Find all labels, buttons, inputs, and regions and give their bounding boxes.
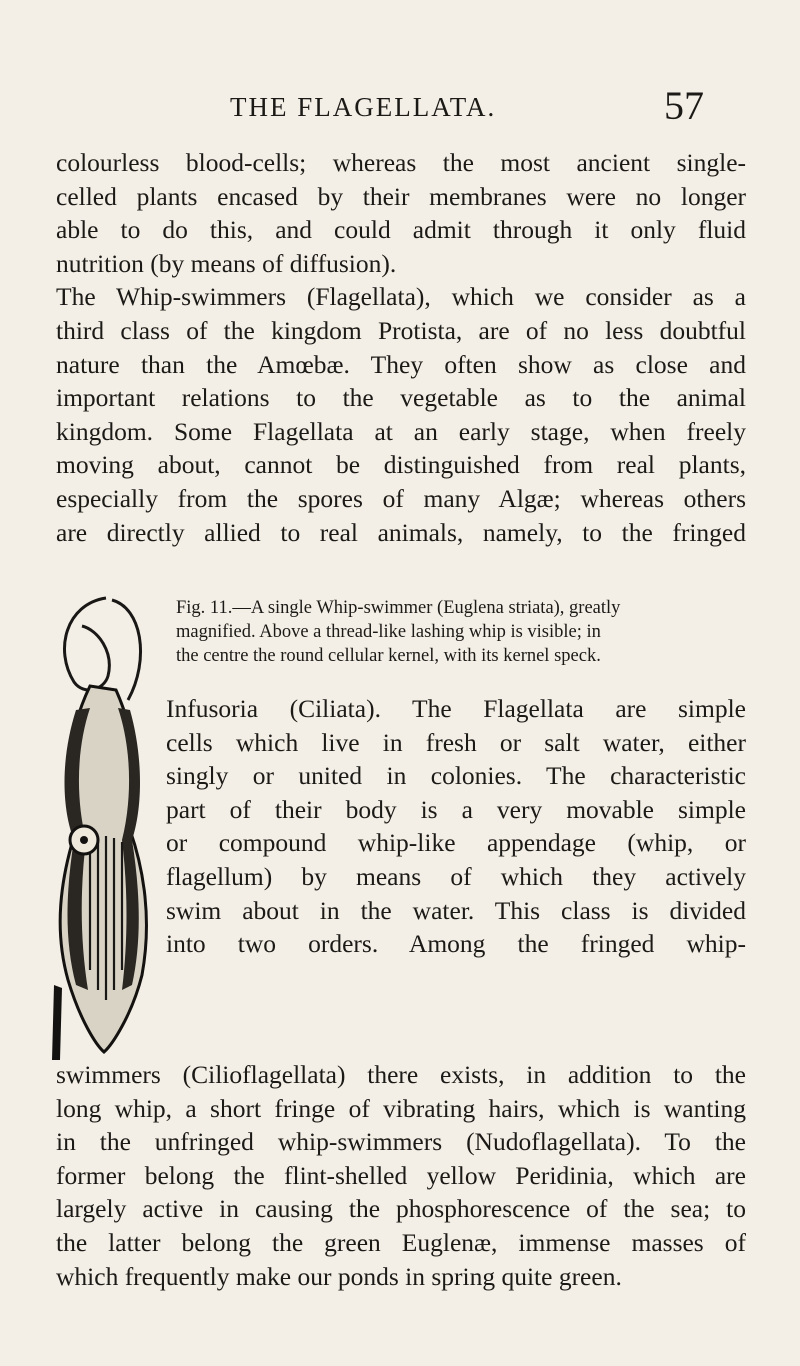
top-paragraphs [56, 146, 746, 549]
text-line: into two orders. Among the fringed whip- [166, 929, 746, 959]
caption-line: magnified. Above a thread-like lashing whip is visible; in [176, 622, 601, 642]
caption-line: Fig. 11.—A single Whip-swimmer (Euglena striata), greatly [176, 598, 621, 618]
caption-line: the centre the round cellular kernel, with its kernel speck. [176, 646, 601, 666]
text-line: nature than the Amœbæ. They often show as close and [56, 349, 746, 379]
text-line: cells which live in fresh or salt water, either [166, 727, 746, 757]
text-line: celled plants encased by their membranes were no longer [56, 181, 746, 211]
text-line: long whip, a short fringe of vibrating hairs, which is wanting [56, 1093, 746, 1123]
text-line: part of their body is a very movable simple [166, 794, 746, 824]
page-number: 57 [664, 83, 704, 128]
text-line: nutrition (by means of diffusion). [56, 248, 397, 278]
text-line: The Whip-swimmers (Flagellata), which we consider as a [56, 282, 746, 312]
text-line: colourless blood-cells; whereas the most ancient single- [56, 148, 746, 177]
text-line: former belong the flint-shelled yellow Peridinia, which are [56, 1160, 746, 1190]
text-line: Infusoria (Ciliata). The Flagellata are simple [166, 694, 746, 723]
figure-caption [176, 596, 746, 668]
euglena-illustration [46, 590, 156, 1060]
text-line: swim about in the water. This class is divided [166, 895, 746, 925]
text-line: are directly allied to real animals, namely, to the fringed [56, 517, 746, 547]
text-line: moving about, cannot be distinguished from real plants, [56, 450, 746, 480]
lower-paragraph [56, 1058, 746, 1293]
text-line: largely active in causing the phosphorescence of the sea; to [56, 1194, 746, 1224]
text-line: important relations to the vegetable as to the animal [56, 383, 746, 413]
text-line: which frequently make our ponds in spring quite green. [56, 1261, 622, 1291]
page-header [0, 83, 800, 134]
text-line: or compound whip-like appendage (whip, or [166, 828, 746, 858]
wrapped-paragraph [166, 692, 746, 961]
text-line: flagellum) by means of which they actively [166, 861, 746, 891]
text-line: especially from the spores of many Algæ; whereas others [56, 483, 746, 513]
text-line: kingdom. Some Flagellata at an early stage, when freely [56, 416, 746, 446]
text-line: able to do this, and could admit through it only fluid [56, 215, 746, 245]
running-head: THE FLAGELLATA. [230, 92, 497, 122]
text-line: swimmers (Cilioflagellata) there exists, in addition to the [56, 1060, 746, 1089]
figure-11 [46, 590, 746, 1060]
text-line: in the unfringed whip-swimmers (Nudoflagellata). To the [56, 1127, 746, 1157]
text-line: third class of the kingdom Protista, are of no less doubtful [56, 315, 746, 345]
text-line: singly or united in colonies. The characteristic [166, 761, 746, 791]
text-line: the latter belong the green Euglenæ, immense masses of [56, 1227, 746, 1257]
